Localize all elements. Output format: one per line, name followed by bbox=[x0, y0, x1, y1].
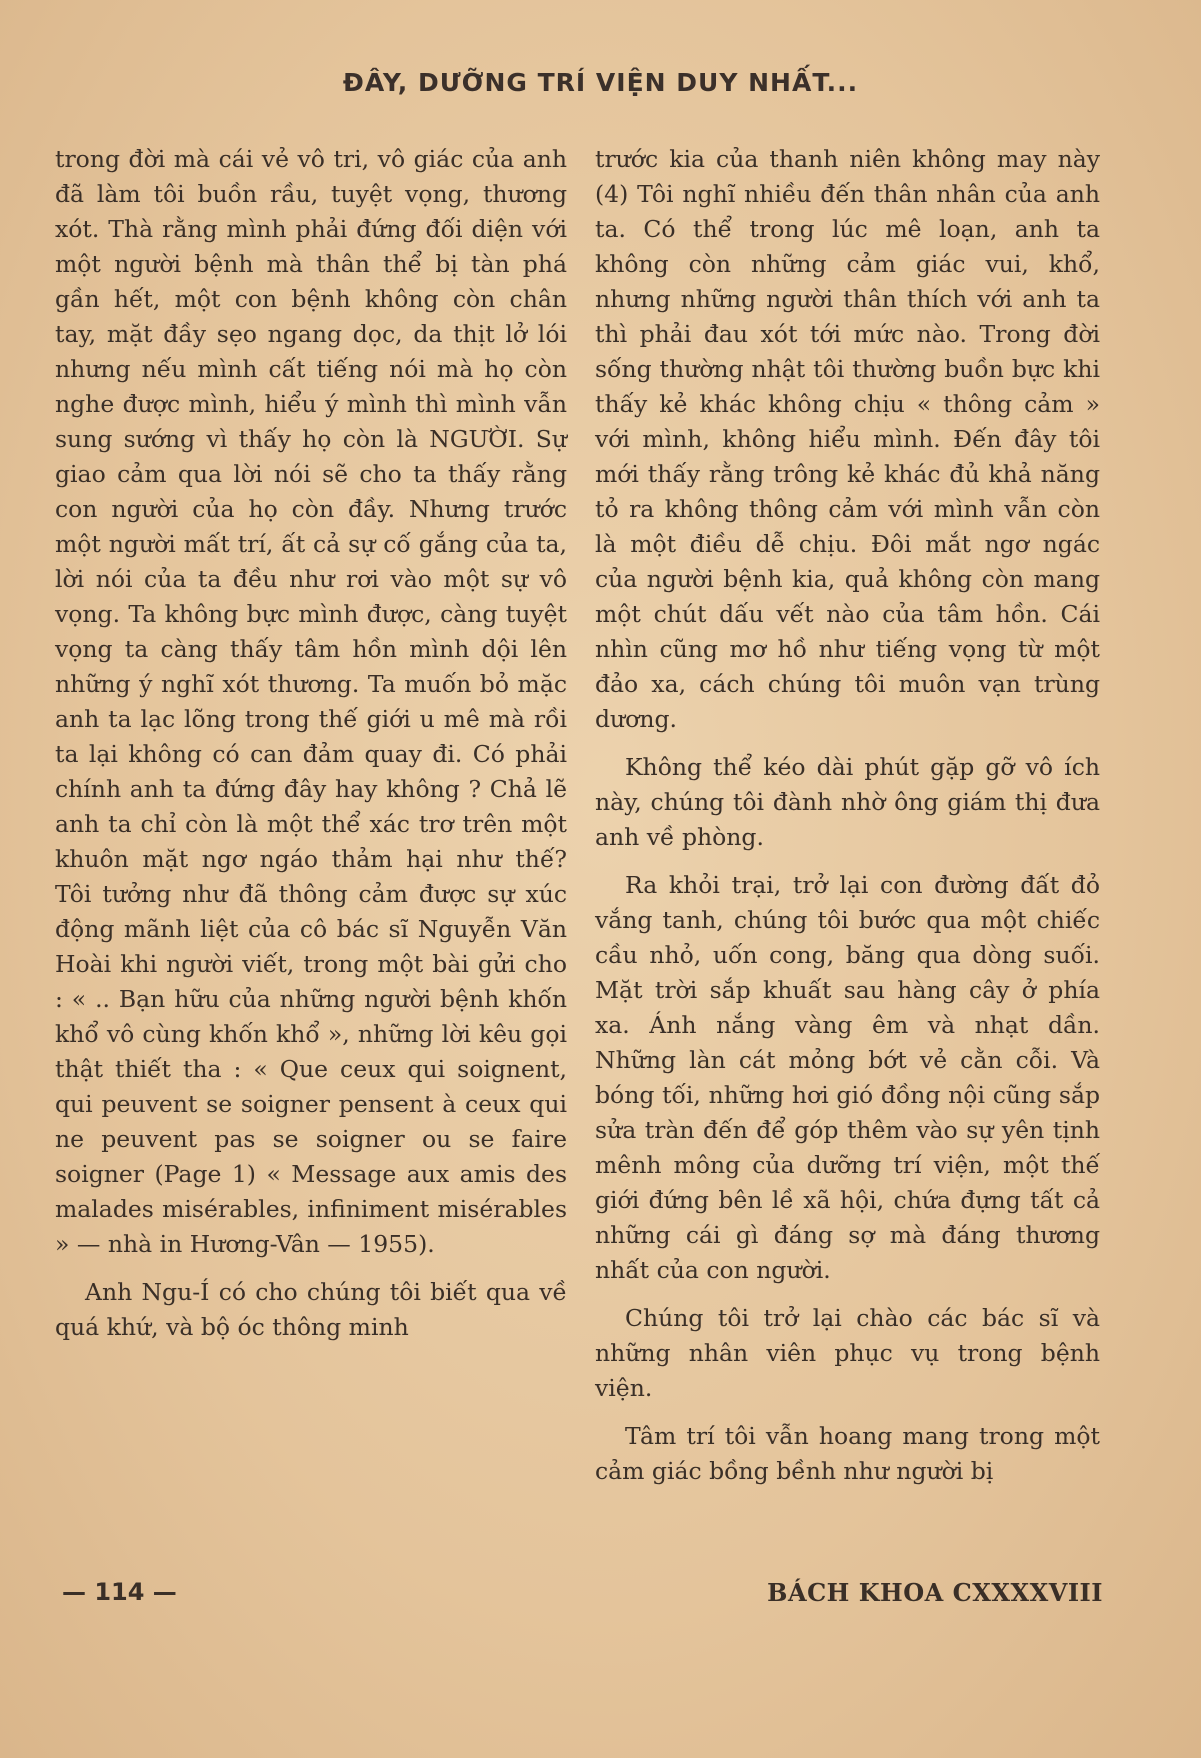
right-column bbox=[595, 142, 1100, 1489]
paragraph: Anh Ngu-Í có cho chúng tôi biết qua về quá khứ, và bộ óc thông minh bbox=[55, 1278, 567, 1341]
paragraph: trong đời mà cái vẻ vô tri, vô giác của anh đã làm tôi buồn rầu, tuyệt vọng, thương xót. Thà rằng mình phải đứng đối diện với một người bệnh mà thân thể bị tàn phá gần hết, một con bệnh không còn chân tay, mặt đầy sẹo ngang dọc, da thịt lở lói nhưng nếu mình cất tiếng nói mà họ còn nghe được mình, hiểu ý mình thì mình vẫn sung sướng vì thấy họ còn là NGƯỜI. Sự giao cảm qua lời nói sẽ cho ta thấy rằng con người của họ còn đầy. Nhưng trước một người mất trí, ất cả sự cố gắng của ta, lời nói của ta đều như rơi vào một sự vô vọng. Ta không bực mình được, càng tuyệt vọng ta càng thấy tâm hồn mình dội lên những ý nghĩ xót thương. Ta muốn bỏ mặc anh ta lạc lõng trong thế giới u mê mà rồi ta lại không có can đảm quay đi. Có phải chính anh ta đứng đây hay không ? Chả lẽ anh ta chỉ còn là một thể xác trơ trên một khuôn mặt ngơ ngáo thảm hại như thế? Tôi tưởng như đã thông cảm được sự xúc động mãnh liệt của cô bác sĩ Nguyễn Văn Hoài khi người viết, trong một bài gửi cho : « .. Bạn hữu của những người bệnh khốn khổ vô cùng khốn khổ », những lời kêu gọi thật thiết tha : « Que ceux qui soignent, qui peuvent se soigner pensent à ceux qui ne peuvent pas se soigner ou se faire soigner (Page 1) « Message aux amis des malades misérables, infiniment misérables » — nhà in Hương-Vân — 1955). bbox=[55, 145, 567, 1258]
paragraph: Chúng tôi trở lại chào các bác sĩ và những nhân viên phục vụ trong bệnh viện. bbox=[595, 1304, 1100, 1402]
paragraph: trước kia của thanh niên không may này (4) Tôi nghĩ nhiều đến thân nhân của anh ta. Có thể trong lúc mê loạn, anh ta không còn những cảm giác vui, khổ, nhưng những người thân thích với anh ta thì phải đau xót tới mức nào. Trong đời sống thường nhật tôi thường buồn bực khi thấy kẻ khác không chịu « thông cảm » với mình, không hiểu mình. Đến đây tôi mới thấy rằng trông kẻ khác đủ khả năng tỏ ra không thông cảm với mình vẫn còn là một điều dễ chịu. Đôi mắt ngơ ngác của người bệnh kia, quả không còn mang một chút dấu vết nào của tâm hồn. Cái nhìn cũng mơ hồ như tiếng vọng từ một đảo xa, cách chúng tôi muôn vạn trùng dương. bbox=[595, 145, 1100, 733]
running-header: ĐÂY, DƯỠNG TRÍ VIỆN DUY NHẤT... bbox=[342, 68, 859, 97]
page-number: — 114 — bbox=[62, 1578, 177, 1606]
left-column bbox=[55, 142, 567, 1345]
journal-footer: BÁCH KHOA CXXXXVIII bbox=[767, 1578, 1103, 1607]
paragraph: Ra khỏi trại, trở lại con đường đất đỏ vắng tanh, chúng tôi bước qua một chiếc cầu nhỏ, uốn cong, băng qua dòng suối. Mặt trời sắp khuất sau hàng cây ở phía xa. Ánh nắng vàng êm và nhạt dần. Những làn cát mỏng bớt vẻ cằn cỗi. Và bóng tối, những hơi gió đồng nội cũng sắp sửa tràn đến để góp thêm vào sự yên tịnh mênh mông của dưỡng trí viện, một thế giới đứng bên lề xã hội, chứa đựng tất cả những cái gì đáng sợ mà đáng thương nhất của con người. bbox=[595, 871, 1100, 1284]
paragraph: Không thể kéo dài phút gặp gỡ vô ích này, chúng tôi đành nhờ ông giám thị đưa anh về phòng. bbox=[595, 753, 1100, 851]
paragraph: Tâm trí tôi vẫn hoang mang trong một cảm giác bồng bềnh như người bị bbox=[595, 1422, 1100, 1485]
